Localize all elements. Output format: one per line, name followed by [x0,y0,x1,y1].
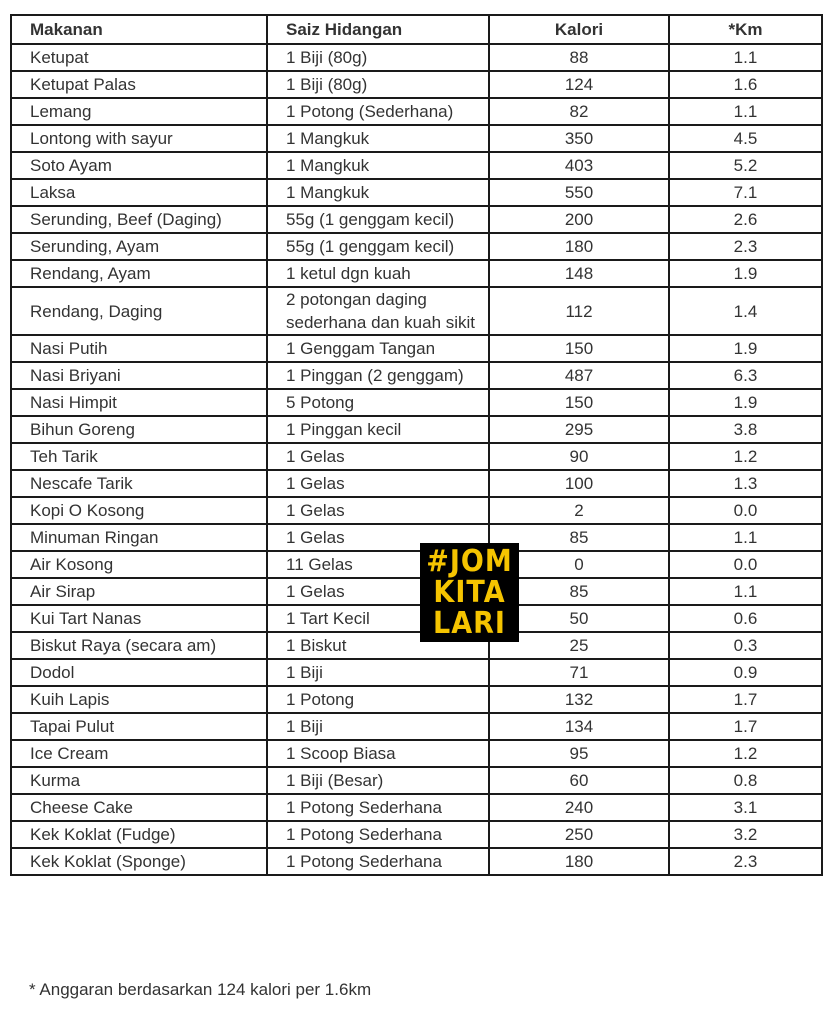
table-row [11,524,822,551]
km-cell: 1.7 [669,713,822,740]
calories-cell: 124 [489,71,669,98]
food-cell: Rendang, Ayam [11,260,267,287]
calories-cell: 132 [489,686,669,713]
table-row [11,179,822,206]
serving-cell: 1 Gelas [267,443,489,470]
km-cell: 0.3 [669,632,822,659]
food-cell: Nasi Briyani [11,362,267,389]
calories-cell: 148 [489,260,669,287]
calories-cell: 0 [489,551,669,578]
food-cell: Kuih Lapis [11,686,267,713]
logo-line-1: #JOM [426,544,513,579]
calorie-table [10,14,823,876]
calories-cell: 71 [489,659,669,686]
km-cell: 1.1 [669,98,822,125]
table-row [11,848,822,875]
logo-line-3: LARI [433,606,506,641]
serving-cell: 1 Mangkuk [267,125,489,152]
km-cell: 0.6 [669,605,822,632]
table-row [11,443,822,470]
calories-cell: 150 [489,389,669,416]
table-row [11,497,822,524]
km-cell: 2.3 [669,233,822,260]
calories-cell: 250 [489,821,669,848]
food-cell: Kurma [11,767,267,794]
header-calories: Kalori [489,15,669,44]
serving-cell: 1 Tart Kecil [267,605,489,632]
header-km: *Km [669,15,822,44]
km-cell: 0.0 [669,551,822,578]
header-food: Makanan [11,15,267,44]
food-cell: Kek Koklat (Fudge) [11,821,267,848]
table-row [11,416,822,443]
table-row [11,125,822,152]
calories-cell: 90 [489,443,669,470]
serving-cell: 1 Potong [267,686,489,713]
calories-cell: 85 [489,524,669,551]
table-row [11,44,822,71]
calories-cell: 295 [489,416,669,443]
calories-cell: 403 [489,152,669,179]
calories-cell: 150 [489,335,669,362]
food-cell: Tapai Pulut [11,713,267,740]
food-cell: Nasi Himpit [11,389,267,416]
serving-cell: 55g (1 genggam kecil) [267,206,489,233]
food-cell: Rendang, Daging [11,287,267,335]
calories-cell: 550 [489,179,669,206]
serving-cell: 1 Pinggan (2 genggam) [267,362,489,389]
calories-cell: 180 [489,233,669,260]
food-cell: Serunding, Beef (Daging) [11,206,267,233]
food-cell: Lemang [11,98,267,125]
table-row [11,287,822,335]
table-row [11,260,822,287]
food-cell: Nescafe Tarik [11,470,267,497]
table-row [11,605,822,632]
serving-cell: 1 Potong Sederhana [267,821,489,848]
calories-cell: 180 [489,848,669,875]
serving-cell: 5 Potong [267,389,489,416]
food-cell: Kopi O Kosong [11,497,267,524]
km-cell: 7.1 [669,179,822,206]
km-cell: 3.1 [669,794,822,821]
serving-cell: 1 Biji (80g) [267,44,489,71]
table-header-row [11,15,822,44]
km-cell: 1.9 [669,260,822,287]
km-cell: 3.2 [669,821,822,848]
serving-cell: 1 Gelas [267,470,489,497]
table-row [11,659,822,686]
table-row [11,206,822,233]
table-row [11,632,822,659]
serving-cell: 1 Potong (Sederhana) [267,98,489,125]
km-cell: 3.8 [669,416,822,443]
serving-cell: 1 Genggam Tangan [267,335,489,362]
food-cell: Biskut Raya (secara am) [11,632,267,659]
serving-cell: 1 Biji (Besar) [267,767,489,794]
table-row [11,98,822,125]
table-row [11,713,822,740]
food-cell: Bihun Goreng [11,416,267,443]
serving-cell: 1 Potong Sederhana [267,794,489,821]
table-row [11,335,822,362]
food-cell: Minuman Ringan [11,524,267,551]
km-cell: 0.8 [669,767,822,794]
serving-cell: 1 Mangkuk [267,179,489,206]
food-cell: Dodol [11,659,267,686]
logo-line-2: KITA [433,575,506,610]
food-cell: Ketupat [11,44,267,71]
calories-cell: 95 [489,740,669,767]
calories-cell: 25 [489,632,669,659]
calories-cell: 60 [489,767,669,794]
km-cell: 1.9 [669,335,822,362]
km-cell: 2.6 [669,206,822,233]
table-row [11,71,822,98]
km-cell: 1.2 [669,443,822,470]
serving-cell: 1 Biskut [267,632,489,659]
km-cell: 1.1 [669,524,822,551]
serving-cell: 1 Gelas [267,578,489,605]
serving-cell: 1 Biji [267,659,489,686]
food-cell: Nasi Putih [11,335,267,362]
km-cell: 5.2 [669,152,822,179]
calories-cell: 88 [489,44,669,71]
km-cell: 1.9 [669,389,822,416]
food-cell: Air Sirap [11,578,267,605]
km-cell: 1.2 [669,740,822,767]
table-row [11,821,822,848]
km-cell: 0.0 [669,497,822,524]
header-serving: Saiz Hidangan [267,15,489,44]
km-cell: 1.7 [669,686,822,713]
serving-cell: 1 Potong Sederhana [267,848,489,875]
km-cell: 1.6 [669,71,822,98]
table-row [11,794,822,821]
serving-cell: 1 Mangkuk [267,152,489,179]
food-cell: Soto Ayam [11,152,267,179]
serving-cell: 1 Scoop Biasa [267,740,489,767]
serving-cell: 1 ketul dgn kuah [267,260,489,287]
km-cell: 1.4 [669,287,822,335]
serving-cell: 1 Biji [267,713,489,740]
serving-cell: 11 Gelas [267,551,489,578]
table-row [11,362,822,389]
serving-cell: 55g (1 genggam kecil) [267,233,489,260]
calories-cell: 134 [489,713,669,740]
table-row [11,686,822,713]
km-cell: 0.9 [669,659,822,686]
km-cell: 1.1 [669,578,822,605]
food-cell: Ketupat Palas [11,71,267,98]
calories-cell: 82 [489,98,669,125]
serving-cell: 1 Pinggan kecil [267,416,489,443]
calories-cell: 350 [489,125,669,152]
calories-cell: 200 [489,206,669,233]
food-cell: Air Kosong [11,551,267,578]
food-cell: Teh Tarik [11,443,267,470]
calories-cell: 487 [489,362,669,389]
food-cell: Kui Tart Nanas [11,605,267,632]
table-row [11,740,822,767]
food-cell: Lontong with sayur [11,125,267,152]
serving-cell: 1 Biji (80g) [267,71,489,98]
km-cell: 4.5 [669,125,822,152]
km-cell: 2.3 [669,848,822,875]
calories-cell: 85 [489,578,669,605]
table-row [11,152,822,179]
km-cell: 6.3 [669,362,822,389]
calories-cell: 50 [489,605,669,632]
jom-kita-lari-logo [420,543,519,642]
calories-cell: 240 [489,794,669,821]
food-cell: Laksa [11,179,267,206]
table-row [11,551,822,578]
km-cell: 1.1 [669,44,822,71]
table-row [11,578,822,605]
table-body [11,44,822,875]
table-row [11,470,822,497]
table-row [11,233,822,260]
calories-cell: 100 [489,470,669,497]
calories-cell: 112 [489,287,669,335]
serving-cell: 1 Gelas [267,497,489,524]
serving-cell: 2 potongan daging sederhana dan kuah sikit [267,287,489,335]
km-cell: 1.3 [669,470,822,497]
table-row [11,767,822,794]
food-cell: Serunding, Ayam [11,233,267,260]
calories-cell: 2 [489,497,669,524]
food-cell: Cheese Cake [11,794,267,821]
food-cell: Ice Cream [11,740,267,767]
food-cell: Kek Koklat (Sponge) [11,848,267,875]
footnote: * Anggaran berdasarkan 124 kalori per 1.6km [29,980,372,999]
table-row [11,389,822,416]
serving-cell: 1 Gelas [267,524,489,551]
